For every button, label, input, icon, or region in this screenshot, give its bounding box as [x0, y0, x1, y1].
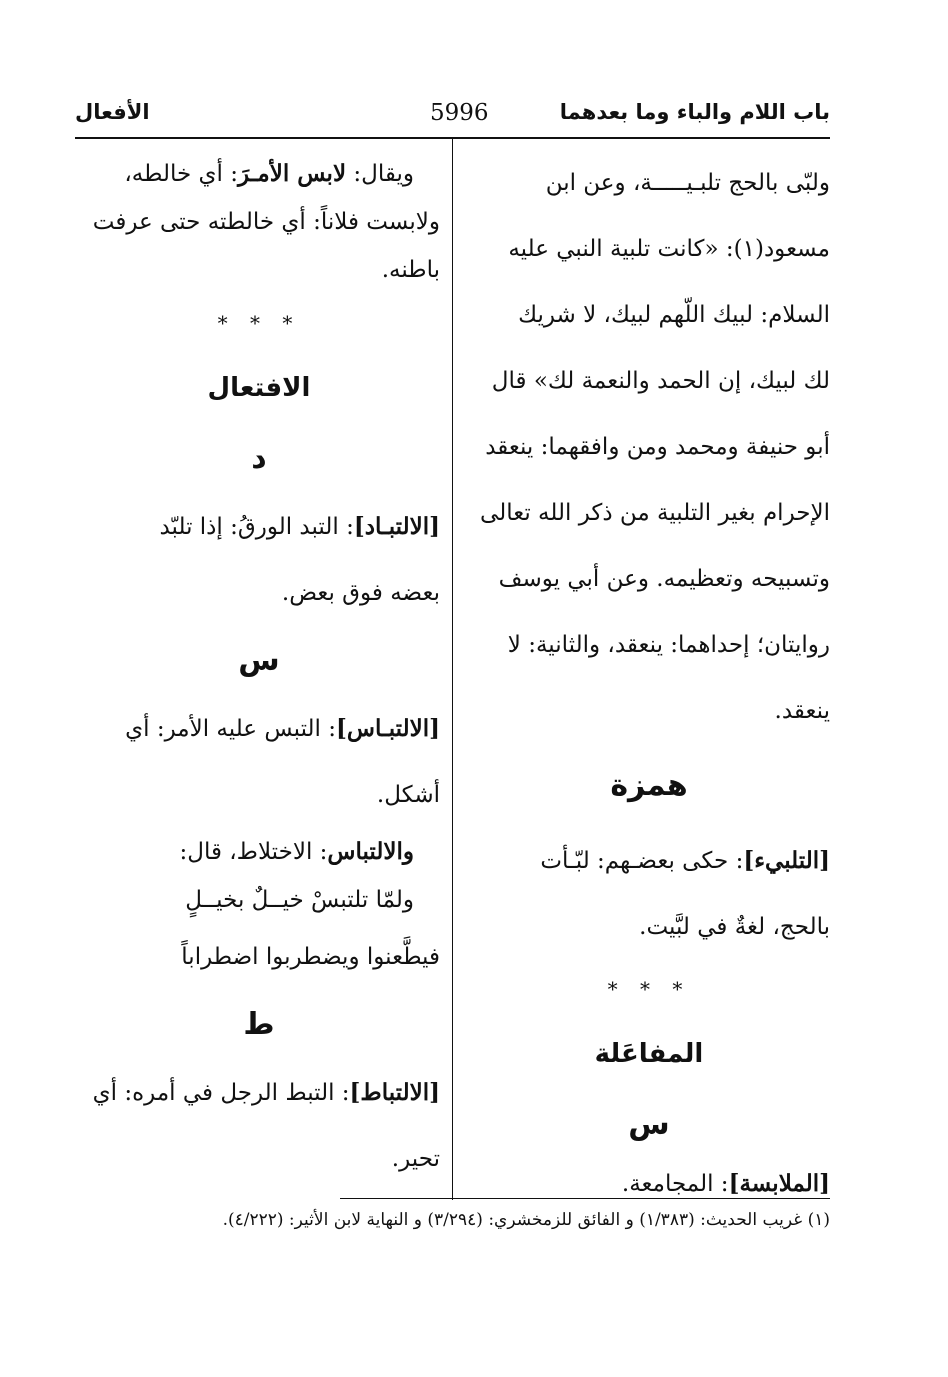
- right-column: [468, 150, 830, 1208]
- entry-term: لابس الأمـرَ: [237, 160, 347, 187]
- letter-heading-ta: ط: [243, 1007, 275, 1042]
- entry-lead: ويقال:: [353, 161, 414, 187]
- page-header: [75, 100, 830, 136]
- text-line: مسعود(١): «كانت تلبية النبي عليه: [508, 236, 830, 262]
- verse-line: ولمّا تلتبسْ خيــلٌ بخيــلٍ: [185, 887, 414, 913]
- text-line: ولبّى بالحج تلبـيـــــة، وعن ابن: [545, 170, 830, 196]
- text-line: باطنه.: [381, 257, 440, 283]
- letter-heading-sin: س: [628, 1107, 670, 1142]
- entry-definition: : المجامعة.: [621, 1171, 729, 1197]
- text-line: روايتان؛ إحداهما: ينعقد، والثانية: لا: [507, 632, 830, 658]
- left-column: [78, 150, 440, 1192]
- letter-heading-hamza: همزة: [610, 768, 688, 803]
- section-heading-iftial: الافتعال: [207, 373, 311, 403]
- letter-heading-dal: د: [251, 441, 267, 476]
- verse-line: فيطَّعنوا ويضطربوا اضطراباً: [181, 944, 440, 970]
- text-line: أبو حنيفة ومحمد ومن وافقهما: ينعقد: [485, 434, 830, 460]
- chapter-title: الأفعال: [75, 100, 150, 124]
- entry-definition: : أي خالطه،: [124, 161, 238, 187]
- entry-definition: : التبط الرجل في أمره: أي: [92, 1080, 350, 1106]
- text-line: ينعقد.: [774, 698, 830, 724]
- entry-term: [الالتبـاد]: [353, 513, 440, 540]
- entry-labisa: [78, 150, 440, 198]
- entry-term: [الالتباط]: [349, 1079, 440, 1106]
- text-line: وتسبيحه وتعظيمه. وعن أبي يوسف: [498, 566, 830, 592]
- entry-term: [الملابسة]: [728, 1170, 830, 1197]
- entry-iltibad: [78, 494, 440, 560]
- text-line: السلام: لبيك اللّهم لبيك، لا شريك: [518, 302, 830, 328]
- footnote-rule: [340, 1198, 830, 1199]
- page-number: 5996: [430, 100, 489, 126]
- entry-iltibas: [78, 696, 440, 762]
- entry-definition: : التبد الورقُ: إذا تلبّد: [159, 514, 354, 540]
- entry-definition: : التبس عليه الأمر: أي: [125, 716, 337, 742]
- section-divider-stars: * * *: [217, 311, 301, 335]
- entry-definition: : الاختلاط، قال:: [179, 839, 328, 865]
- entry-iltibat: [78, 1060, 440, 1126]
- footnote: (١) غريب الحديث: (١/٣٨٣) و الفائق للزمخشري: (٣/٢٩٤) و النهاية لابن الأثير: (٤/٢٢٢).: [222, 1210, 830, 1230]
- text-line: لك لبيك، إن الحمد والنعمة لك» قال: [491, 368, 830, 394]
- entry-iltibas-mixing: [78, 828, 440, 876]
- text-line: بالحج، لغةٌ في لبَّيت.: [639, 914, 830, 940]
- text-line: ولابست فلاناً: أي خالطته حتى عرفت: [92, 209, 440, 235]
- text-line: أشكل.: [376, 782, 440, 808]
- entry-term: [التلبيء]: [743, 847, 830, 874]
- section-title: باب اللام والباء وما بعدهما: [559, 100, 830, 124]
- letter-heading-sin: س: [238, 643, 280, 678]
- text-line: بعضه فوق بعض.: [281, 580, 440, 606]
- entry-definition: : حكى بعضـهم: لبّـأت: [540, 848, 744, 874]
- section-heading-mufaala: المفاعَلة: [594, 1039, 704, 1069]
- entry-term: [الالتبـاس]: [336, 715, 440, 742]
- entry-term: والالتباس: [327, 838, 414, 865]
- section-divider-stars: * * *: [607, 977, 691, 1001]
- text-line: الإحرام بغير التلبية من ذكر الله تعالى: [480, 500, 830, 526]
- entry-talbi: [468, 828, 830, 894]
- text-line: تحير.: [391, 1146, 440, 1172]
- entry-mulabasa: [468, 1160, 830, 1208]
- column-separator: [452, 138, 453, 1200]
